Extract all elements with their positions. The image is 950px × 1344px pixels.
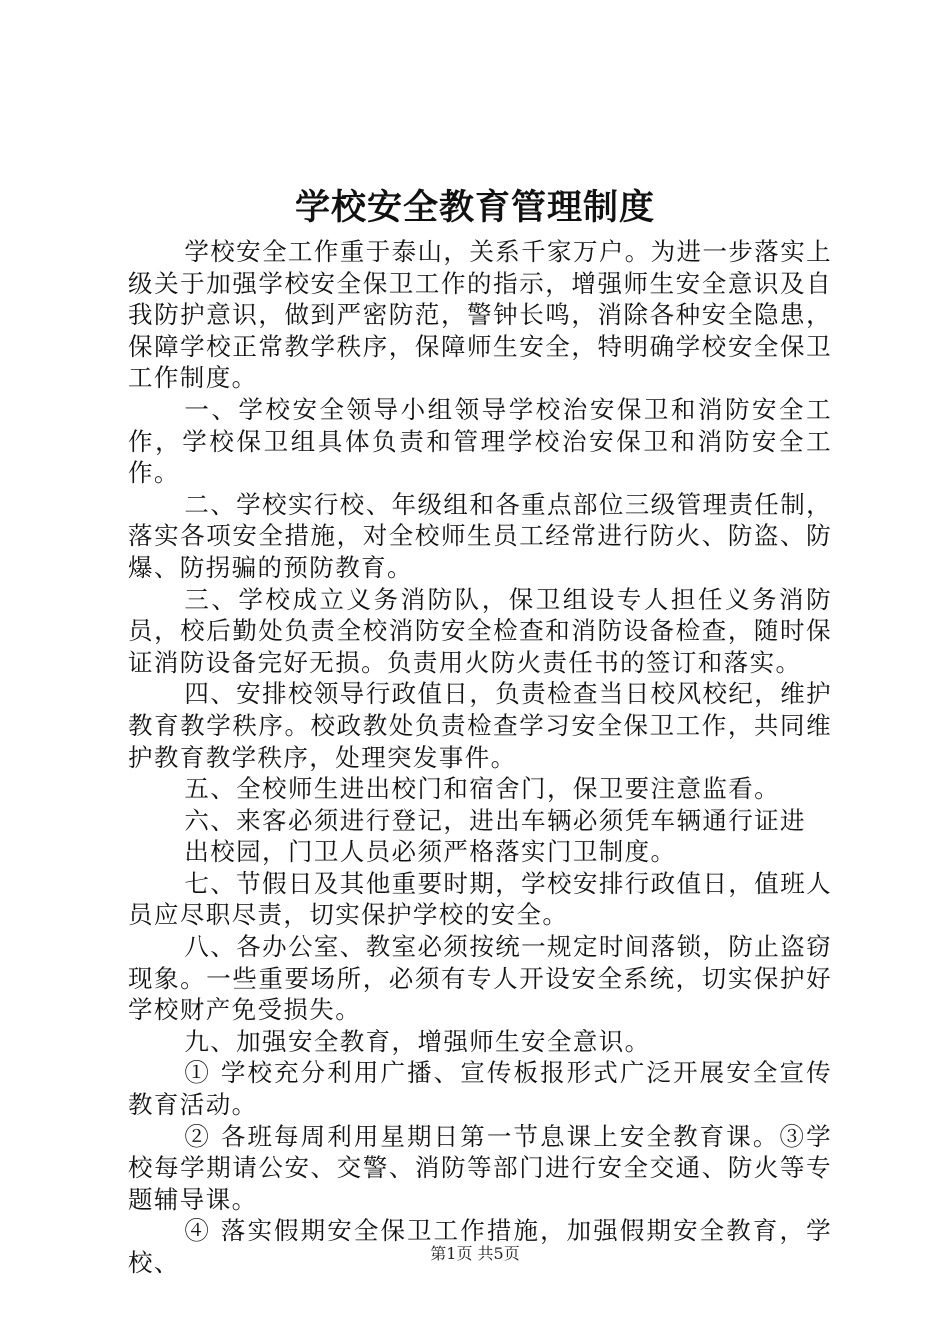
paragraph-item-5: 五、全校师生进出校门和宿舍门，保卫要注意监看。 [184, 774, 781, 804]
paragraph-item-1: 一、学校安全领导小组领导学校治安保卫和消防安全工作，学校保卫组具体负责和管理学校治安保卫和消防安全工作。 [128, 394, 832, 488]
paragraph-item-9: 九、加强安全教育，增强师生安全意识。 [184, 1026, 651, 1056]
paragraph-item-8: 八、各办公室、教室必须按统一规定时间落锁，防止盗窃现象。一些重要场所，必须有专人开设安全系统，切实保护好学校财产免受损失。 [128, 932, 832, 1025]
paragraph-item-3: 三、学校成立义务消防队，保卫组设专人担任义务消防员，校后勤处负责全校消防安全检查和消防设备检查，随时保证消防设备完好无损。负责用火防火责任书的签订和落实。 [128, 584, 832, 677]
paragraph-item-6: 六、来客必须进行登记，进出车辆必须凭车辆通行证进 [184, 805, 806, 835]
document-body [128, 236, 832, 1279]
paragraph-item-6-continued: 出校园，门卫人员必须严格落实门卫制度。 [184, 837, 677, 867]
paragraph-subitem-4: ④ 落实假期安全保卫工作措施，加强假期安全教育，学校、 [128, 1216, 832, 1277]
document-title: 学校安全教育管理制度 [294, 187, 655, 228]
paragraph-subitem-2-3: ② 各班每周利用星期日第一节息课上安全教育课。③学校每学期请公安、交警、消防等部门进行安全交通、防火等专题辅导课。 [128, 1121, 832, 1214]
paragraph-item-2: 二、学校实行校、年级组和各重点部位三级管理责任制，落实各项安全措施，对全校师生员工经常进行防火、防盗、防爆、防拐骗的预防教育。 [128, 489, 832, 582]
paragraph-item-7: 七、节假日及其他重要时期，学校安排行政值日，值班人员应尽职尽责，切实保护学校的安全。 [128, 868, 832, 930]
paragraph-intro: 学校安全工作重于泰山，关系千家万户。为进一步落实上级关于加强学校安全保卫工作的指示，增强师生安全意识及自我防护意识，做到严密防范，警钟长鸣，消除各种安全隐患，保障学校正常教学秩序，保障师生安全，特明确学校安全保卫工作制度。 [128, 237, 832, 393]
paragraph-subitem-1: ① 学校充分利用广播、宣传板报形式广泛开展安全宣传教育活动。 [128, 1058, 832, 1120]
paragraph-item-4: 四、安排校领导行政值日，负责检查当日校风校纪，维护教育教学秩序。校政教处负责检查学习安全保卫工作，共同维护教育教学秩序，处理突发事件。 [128, 679, 832, 772]
page-number-footer: 第1页 共5页 [430, 1244, 520, 1263]
